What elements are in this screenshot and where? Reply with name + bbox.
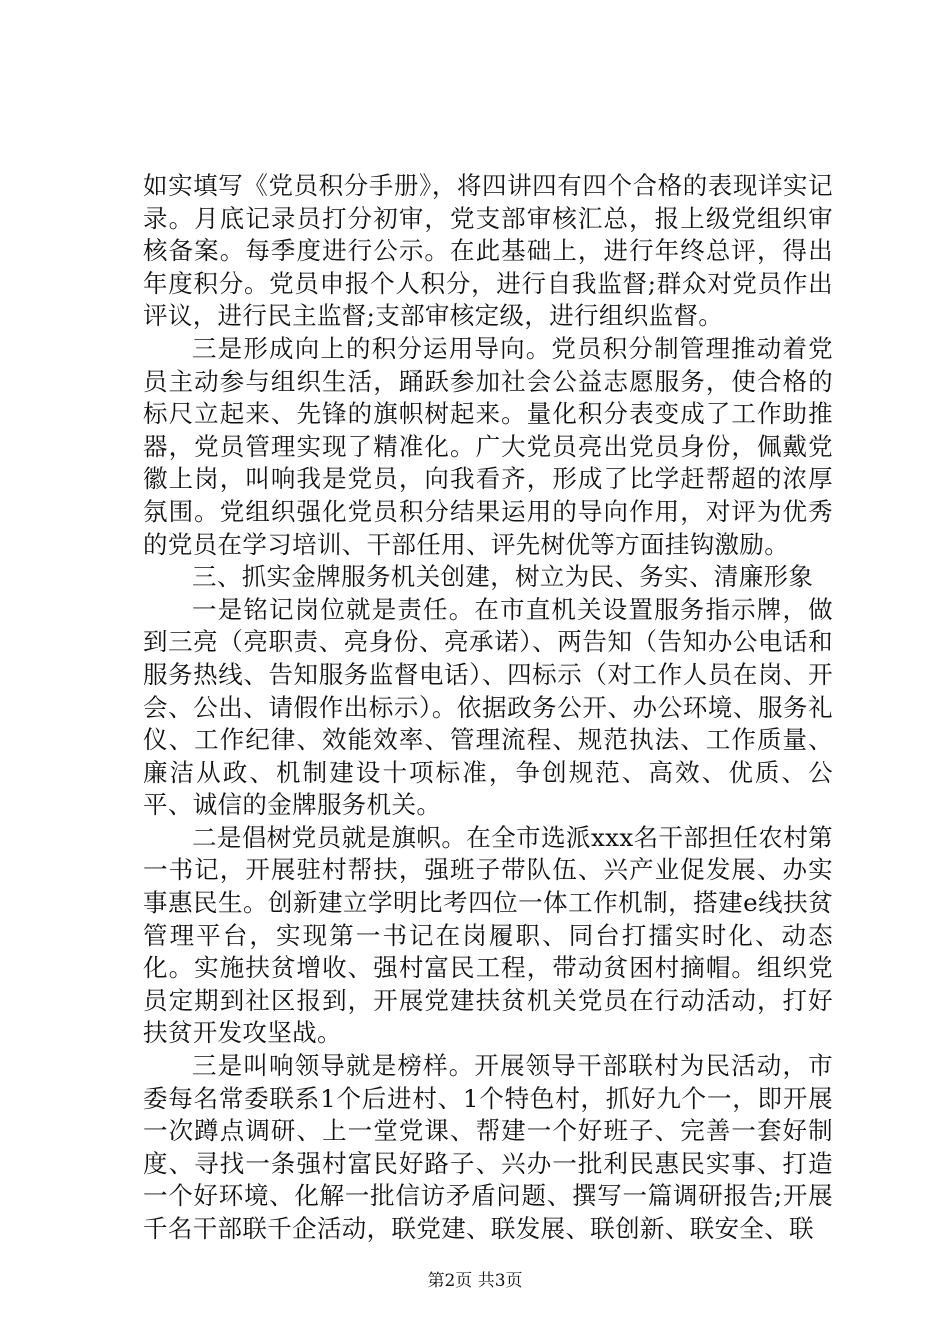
section-heading: 三、抓实金牌服务机关创建，树立为民、务实、清廉形象 bbox=[192, 562, 814, 592]
paragraph-5: 三是叫响领导就是榜样。开展领导干部联村为民活动，市委每名常委联系1个后进村、1个特色村，抓好九个一，即开展一次蹲点调研、上一堂党课、帮建一个好班子、完善一套好制度、寻找一条强村富民好路子、兴办一批利民惠民实事、打造一个好环境、化解一批信访矛盾问题、撰写一篇调研报告;开展千名干部联千企活动，联党建、联发展、联创新、联安全、联 bbox=[143, 1051, 833, 1243]
document-body bbox=[143, 170, 833, 1246]
paragraph-1: 如实填写《党员积分手册》，将四讲四有四个合格的表现详实记录。月底记录员打分初审，党支部审核汇总，报上级党组织审核备案。每季度进行公示。在此基础上，进行年终总评，得出年度积分。党员申报个人积分，进行自我监督;群众对党员作出评议，进行民主监督;支部审核定级，进行组织监督。 bbox=[143, 171, 833, 331]
paragraph-4: 二是倡树党员就是旗帜。在全市选派xxx名干部担任农村第一书记，开展驻村帮扶，强班子带队伍、兴产业促发展、办实事惠民生。创新建立学明比考四位一体工作机制，搭建e线扶贫管理平台，实现第一书记在岗履职、同台打擂实时化、动态化。实施扶贫增收、强村富民工程，带动贫困村摘帽。组织党员定期到社区报到，开展党建扶贫机关党员在行动活动，打好扶贫开发攻坚战。 bbox=[143, 822, 833, 1048]
paragraph-3: 一是铭记岗位就是责任。在市直机关设置服务指示牌，做到三亮（亮职责、亮身份、亮承诺）、两告知（告知办公电话和服务热线、告知服务监督电话）、四标示（对工作人员在岗、开会、公出、请假作出标示）。依据政务公开、办公环境、服务礼仪、工作纪律、效能效率、管理流程、规范执法、工作质量、廉洁从政、机制建设十项标准，争创规范、高效、优质、公平、诚信的金牌服务机关。 bbox=[143, 594, 833, 820]
paragraph-2: 三是形成向上的积分运用导向。党员积分制管理推动着党员主动参与组织生活，踊跃参加社会公益志愿服务，使合格的标尺立起来、先锋的旗帜树起来。量化积分表变成了工作助推器，党员管理实现了精准化。广大党员亮出党员身份，佩戴党徽上岗，叫响我是党员，向我看齐，形成了比学赶帮超的浓厚氛围。党组织强化党员积分结果运用的导向作用，对评为优秀的党员在学习培训、干部任用、评先树优等方面挂钩激励。 bbox=[143, 333, 833, 559]
page-number-footer: 第2页 共3页 bbox=[427, 1271, 523, 1291]
